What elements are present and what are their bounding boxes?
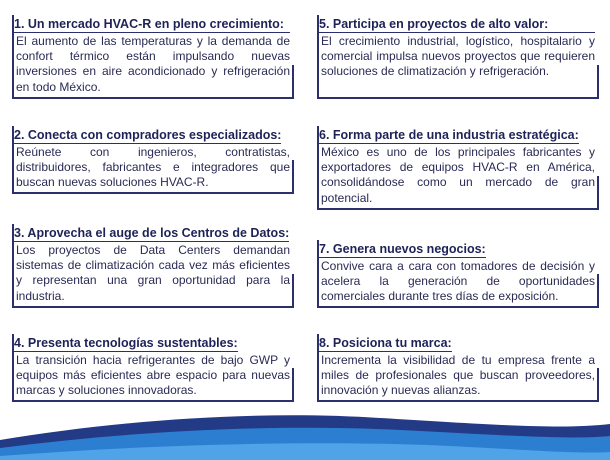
card-text: El crecimiento industrial, logístico, hospitalario y comercial impulsa nuevos proyectos que requieren soluciones de climatización y refrigeración. [321, 34, 595, 79]
card-text: Incrementa la visibilidad de tu empresa frente a miles de profesionales que buscan proveedores, innovación y nuevas alianzas. [321, 353, 595, 398]
card-bracket-tick [597, 368, 599, 402]
card-title: 3. Aprovecha el auge de los Centros de Datos: [14, 226, 290, 240]
card-text: Convive cara a cara con tomadores de decisión y acelera la generación de oportunidades comerciales durante tres días de exposición. [321, 259, 595, 304]
card-title: 7. Genera nuevos negocios: [319, 242, 486, 256]
benefit-card-7 [317, 240, 599, 308]
decorative-wave-footer [0, 400, 610, 460]
card-bracket-tick [597, 176, 599, 210]
benefit-card-1 [12, 15, 294, 99]
benefit-card-2 [12, 126, 294, 194]
benefit-card-6 [317, 126, 599, 210]
card-text: Reúnete con ingenieros, contratistas, distribuidores, fabricantes e integradores que buscan nuevas soluciones HVAC-R. [16, 145, 290, 190]
card-bracket-tick [292, 368, 294, 402]
card-title: 1. Un mercado HVAC-R en pleno crecimiento: [12, 16, 290, 33]
card-title: 5. Participa en proyectos de alto valor: [317, 16, 595, 33]
card-bracket-tick [292, 65, 294, 99]
card-bracket-tick [292, 160, 294, 194]
card-text: Los proyectos de Data Centers demandan sistemas de climatización cada vez más eficientes y representan una gran oportunidad para la industria. [16, 243, 290, 303]
card-text: El aumento de las temperaturas y la demanda de confort térmico están impulsando nuevas inversiones en aire acondicionado y refrigeración en todo México. [16, 34, 290, 94]
card-title: 8. Posiciona tu marca: [319, 336, 452, 350]
card-title: 4. Presenta tecnologías sustentables: [14, 336, 238, 350]
card-bracket-tick [292, 274, 294, 308]
benefit-card-8 [317, 334, 599, 402]
card-title: 6. Forma parte de una industria estratégica: [319, 128, 579, 142]
benefit-card-4 [12, 334, 294, 402]
card-bracket-tick [597, 274, 599, 308]
card-text: La transición hacia refrigerantes de bajo GWP y equipos más eficientes abre espacio para nuevas marcas y soluciones innovadoras. [16, 353, 290, 398]
card-text: México es uno de los principales fabricantes y exportadores de equipos HVAC-R en América, consolidándose como un mercado de gran potencial. [321, 145, 595, 205]
benefit-card-3 [12, 224, 294, 308]
card-title: 2. Conecta con compradores especializados: [14, 128, 282, 142]
benefit-card-5 [317, 15, 599, 99]
card-bracket-tick [597, 65, 599, 99]
